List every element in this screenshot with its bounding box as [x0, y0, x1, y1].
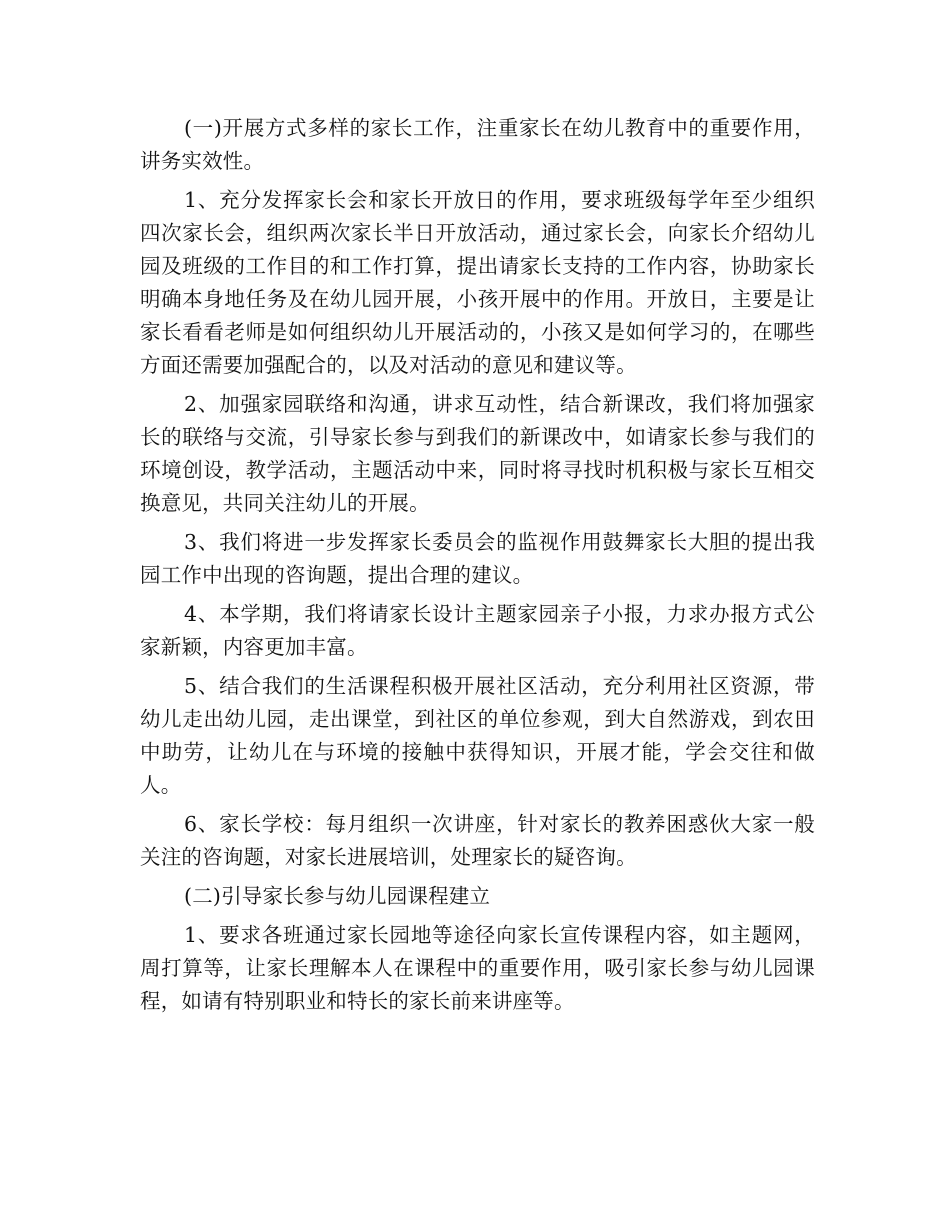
document-body [140, 112, 815, 1018]
paragraph-item-3: 3、我们将进一步发挥家长委员会的监视作用鼓舞家长大胆的提出我园工作中出现的咨询题，提出合理的建议。 [140, 530, 815, 587]
section-2-heading: (二)引导家长参与幼儿园课程建立 [184, 884, 491, 908]
paragraph-item-1: 1、充分发挥家长会和家长开放日的作用，要求班级每学年至少组织四次家长会，组织两次家长半日开放活动，通过家长会，向家长介绍幼儿园及班级的工作目的和工作打算，提出请家长支持的工作内容，协助家长明确本身地任务及在幼儿园开展，小孩开展中的作用。开放日，主要是让家长看看老师是如何组织幼儿开展活动的，小孩又是如何学习的，在哪些方面还需要加强配合的，以及对活动的意见和建议等。 [140, 188, 815, 377]
paragraph-item-5: 5、结合我们的生活课程积极开展社区活动，充分利用社区资源，带幼儿走出幼儿园，走出课堂，到社区的单位参观，到大自然游戏，到农田中助劳，让幼儿在与环境的接触中获得知识，开展才能，学会交往和做人。 [140, 674, 815, 797]
section-2-paragraph-item-1: 1、要求各班通过家长园地等途径向家长宣传课程内容，如主题网，周打算等，让家长理解本人在课程中的重要作用，吸引家长参与幼儿园课程，如请有特别职业和特长的家长前来讲座等。 [140, 923, 815, 1013]
paragraph-item-6: 6、家长学校：每月组织一次讲座，针对家长的教养困惑伙大家一般关注的咨询题，对家长进展培训，处理家长的疑咨询。 [140, 812, 815, 869]
paragraph-item-4: 4、本学期，我们将请家长设计主题家园亲子小报，力求办报方式公家新颖，内容更加丰富。 [140, 602, 815, 659]
paragraph-item-2: 2、加强家园联络和沟通，讲求互动性，结合新课改，我们将加强家长的联络与交流，引导家长参与到我们的新课改中，如请家长参与我们的环境创设，教学活动，主题活动中来，同时将寻找时机积极与家长互相交换意见，共同关注幼儿的开展。 [140, 392, 815, 515]
section-1-heading: (一)开展方式多样的家长工作，注重家长在幼儿教育中的重要作用，讲务实效性。 [140, 116, 815, 173]
